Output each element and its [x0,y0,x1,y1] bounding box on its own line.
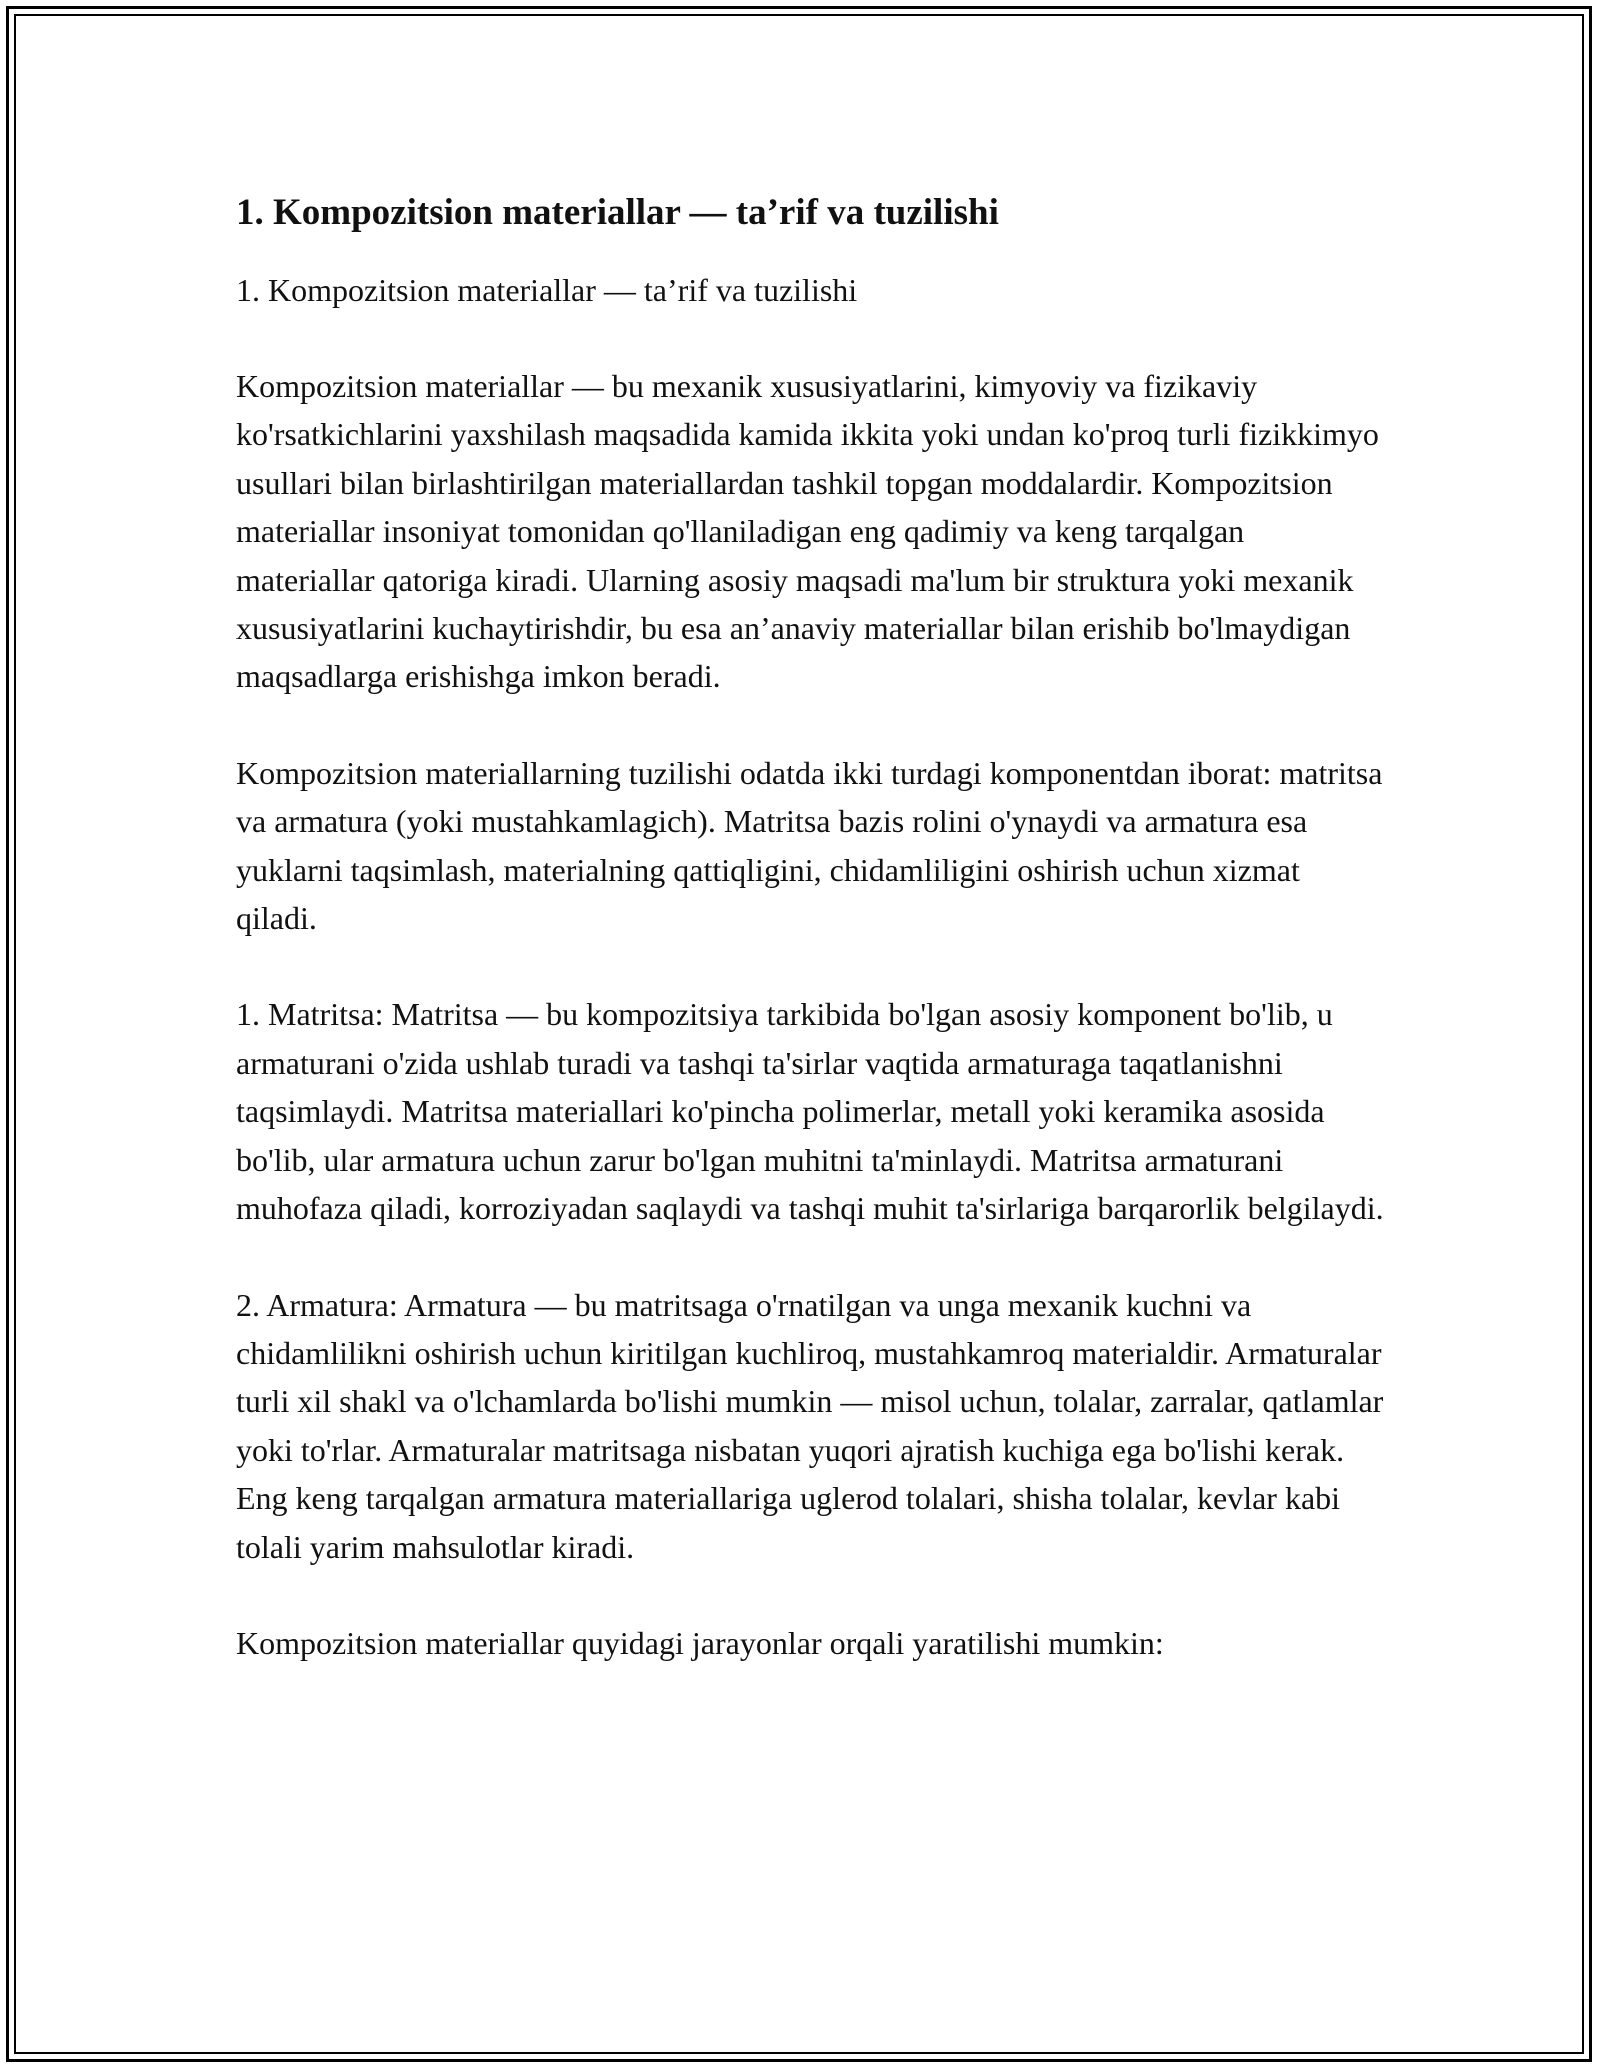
paragraph-structure: Kompozitsion materiallarning tuzilishi odatda ikki turdagi komponentdan iborat: matritsa va armatura (yoki mustahkamlagich). Matritsa bazis rolini o'ynaydi va armatura esa yuklarni taqsimlash, materialning qattiqligini, chidamliligini oshirish uchun xizmat qiladi. [236,754,1383,937]
document-subtitle: 1. Kompozitsion materiallar — ta’rif va tuzilishi [236,272,858,308]
paragraph-processes-intro: Kompozitsion materiallar quyidagi jarayonlar orqali yaratilishi mumkin: [236,1624,1164,1661]
document-heading: 1. Kompozitsion materiallar — ta’rif va tuzilishi [236,192,999,233]
paragraph-reinforcement: 2. Armatura: Armatura — bu matritsaga o'rnatilgan va unga mexanik kuchni va chidamlilikni oshirish uchun kiritilgan kuchliroq, mustahkamroq materialdir. Armaturalar turli xil shakl va o'lchamlarda bo'lishi mumkin — misol uchun, tolalar, zarralar, qatlamlar yoki to'rlar. Armaturalar matritsaga nisbatan yuqori ajratish kuchiga ega bo'lishi kerak. Eng keng tarqalgan armatura materiallariga uglerod tolalari, shisha tolalar, kevlar kabi tolali yarim mahsulotlar kiradi. [236,1286,1384,1565]
paragraph-definition: Kompozitsion materiallar — bu mexanik xususiyatlarini, kimyoviy va fizikaviy ko'rsatkichlarini yaxshilash maqsadida kamida ikkita yoki undan ko'proq turli fizikkimyo usullari bilan birlashtirilgan materiallardan tashkil topgan moddalardir. Kompozitsion materiallar insoniyat tomonidan qo'llaniladigan eng qadimiy va keng tarqalgan materiallar qatoriga kiradi. Ularning asosiy maqsadi ma'lum bir struktura yoki mexanik xususiyatlarini kuchaytirishdir, bu esa an’anaviy materiallar bilan erishib bo'lmaydigan maqsadlarga erishishga imkon beradi. [236,368,1379,695]
paragraph-matrix: 1. Matritsa: Matritsa — bu kompozitsiya tarkibida bo'lgan asosiy komponent bo'lib, u armaturani o'zida ushlab turadi va tashqi ta'sirlar vaqtida armaturaga taqatlanishni taqsimlaydi. Matritsa materiallari ko'pincha polimerlar, metall yoki keramika asosida bo'lib, ular armatura uchun zarur bo'lgan muhitni ta'minlaydi. Matritsa armaturani muhofaza qiladi, korroziyadan saqlaydi va tashqi muhit ta'sirlariga barqarorlik belgilaydi. [236,996,1384,1227]
document-body [236,188,1386,1667]
